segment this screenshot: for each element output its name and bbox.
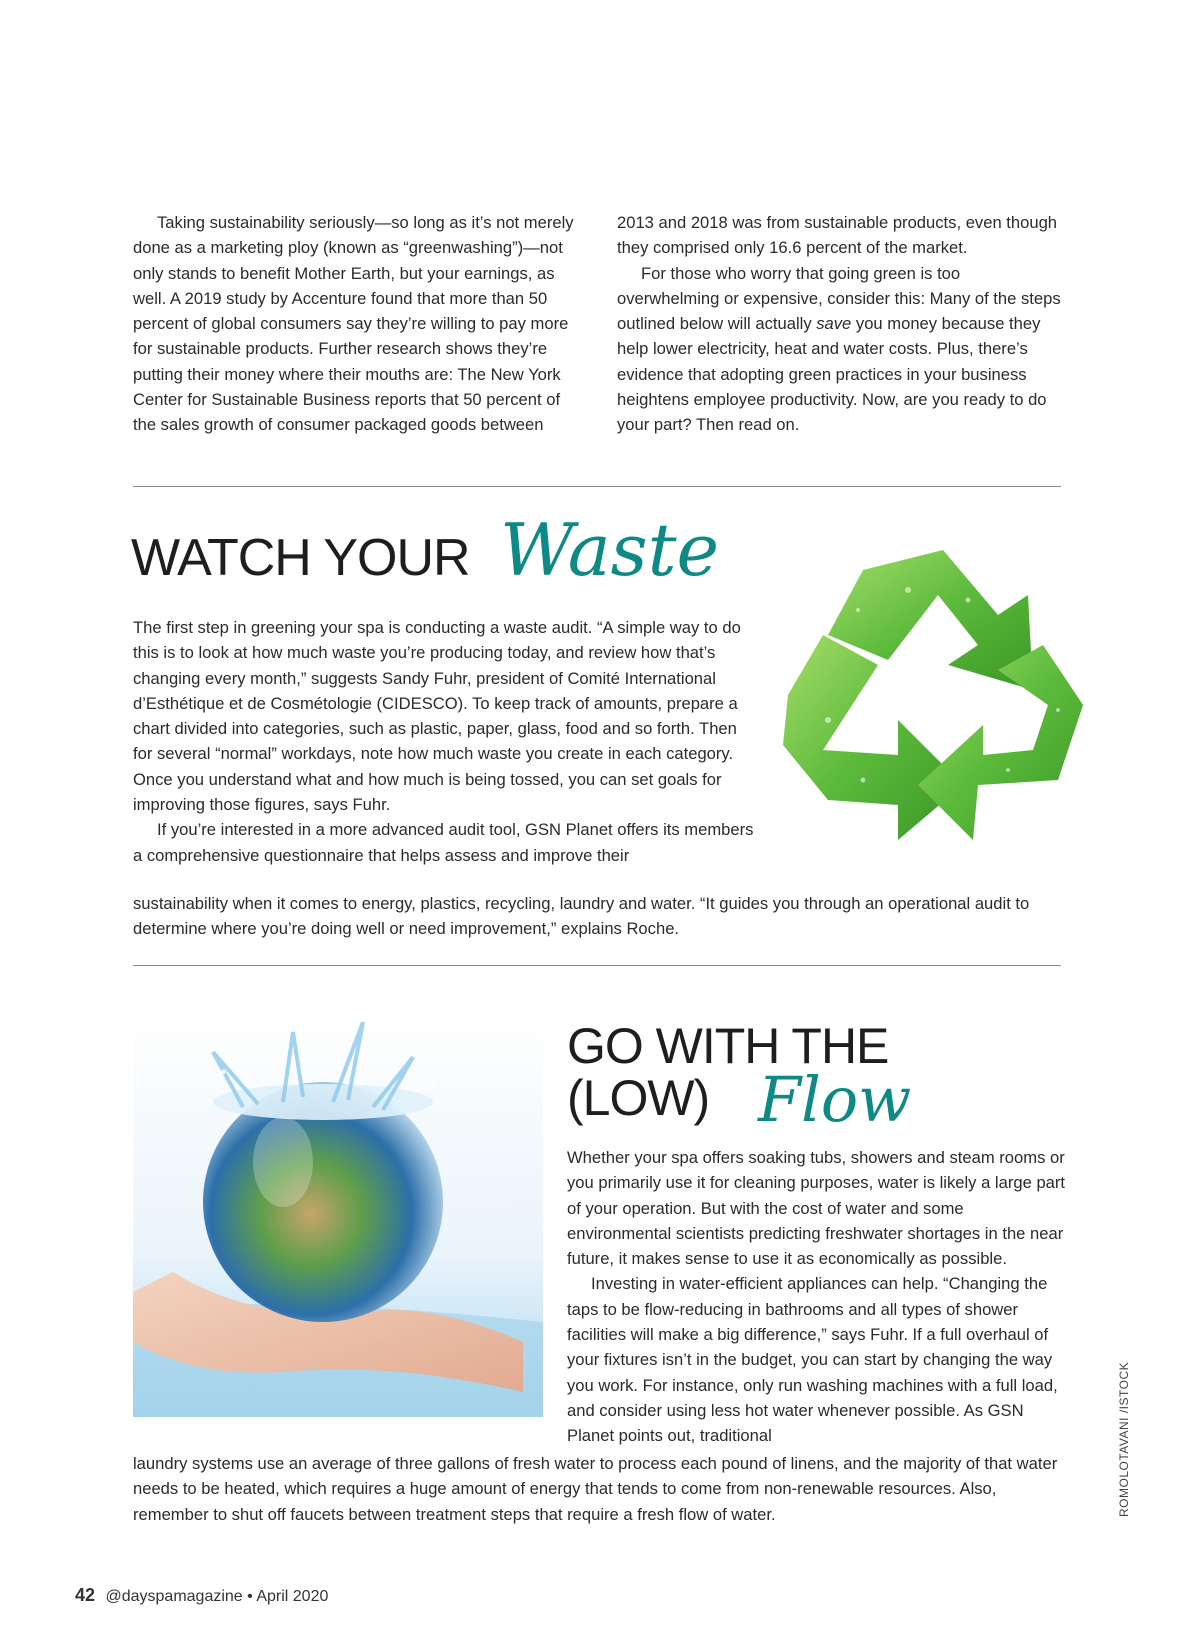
- intro-text-columns: [133, 210, 1061, 450]
- waste-section-heading: WATCH YOUR: [131, 529, 470, 587]
- intro-paragraph-1: Taking sustainability seriously—so long as it’s not merely done as a marketing ploy (known as “greenwashing”)—not only stands to benefit Mother Earth, but your earnings, as well. A 2019 study by Accenture found that more than 50 percent of global consumers say they’re willing to pay more for sustainable products. Further research shows they’re putting their money where their mouths are: The New York Center for Sustainable Business reports that 50 percent of the sales growth of consumer packaged goods between 2013 and 2018 was from sustainable products, even though they comprised only 16.6 percent of the market.: [133, 213, 1058, 435]
- waste-body-text: [133, 615, 758, 868]
- flow-paragraph-2b: laundry systems use an average of three gallons of fresh water to process each pound of linens, and the majority of that water needs to be heated, which requires a huge amount of energy that tends to come from non-renewable resources. Also, remember to shut off faucets between treatment steps that require a fresh flow of water.: [133, 1454, 1058, 1524]
- issue-date: April 2020: [256, 1588, 329, 1605]
- waste-paragraph-2a: If you’re interested in a more advanced audit tool, GSN Planet offers its members a comprehensive questionnaire that helps assess and improve their: [133, 820, 754, 865]
- flow-body-text: [567, 1145, 1067, 1449]
- waste-paragraph-1: The first step in greening your spa is conducting a waste audit. “A simple way to do this is to look at how much waste you’re producing today, and review how that’s changing every month,” suggests Sandy Fuhr, president of Comité International d’Esthétique et de Cosmétologie (CIDESCO). To keep track of amounts, prepare a chart divided into categories, such as plastic, paper, glass, food and so forth. Then for several “normal” workdays, note how much waste you create in each category. Once you understand what and how much is being tossed, you can set goals for improving those figures, says Fuhr.: [133, 618, 741, 815]
- flow-script-word: Flow: [758, 1063, 912, 1136]
- page-number: 42: [75, 1585, 96, 1605]
- waste-script-word: Waste: [500, 508, 720, 592]
- flow-paragraph-2a: Investing in water-efficient appliances can help. “Changing the taps to be flow-reducing in bathrooms and all types of shower facilities will make a big difference,” says Fuhr. If a full overhaul of your fixtures isn’t in the budget, you can start by changing the way you work. For instance, only run washing machines with a full load, and consider using less hot water whenever possible. As GSN Planet points out, traditional: [567, 1274, 1058, 1446]
- waste-paragraph-2b: sustainability when it comes to energy, plastics, recycling, laundry and water. “It guides you through an operational audit to determine where you’re doing well or need improvement,” explains Roche.: [133, 894, 1030, 939]
- flow-paragraph-1: Whether your spa offers soaking tubs, showers and steam rooms or you primarily use it for cleaning purposes, water is likely a large part of your operation. But with the cost of water and some environmental scientists predicting freshwater shortages in the near future, it makes sense to use it as economically as possible.: [567, 1148, 1066, 1269]
- flow-heading-line-1: GO WITH THE: [567, 1018, 889, 1074]
- intro-paragraph-2: For those who worry that going green is too overwhelming or expensive, consider this: Many of the steps outlined below will actually save you money because they help lower electricity, heat and water costs. Plus, there’s evidence that adopting green practices in your business heightens employee productivity. Now, are you ready to do your part? Then read on.: [617, 263, 1061, 435]
- emphasis-save: save: [816, 314, 852, 334]
- photo-credit: ROMOLOTAVANI /ISTOCK: [1117, 1361, 1131, 1517]
- social-handle: @dayspamagazine: [105, 1588, 243, 1605]
- footer-separator: •: [247, 1588, 253, 1605]
- waste-body-text-wide: [133, 891, 1061, 942]
- section-divider-1: [133, 486, 1061, 487]
- flow-heading-line-2: (LOW): [567, 1070, 710, 1126]
- flow-body-text-wide: [133, 1451, 1061, 1527]
- section-divider-2: [133, 965, 1061, 966]
- recycle-leaf-icon: [768, 540, 1098, 870]
- globe-in-hands-photo: [133, 1012, 543, 1417]
- page-footer: [75, 1585, 328, 1606]
